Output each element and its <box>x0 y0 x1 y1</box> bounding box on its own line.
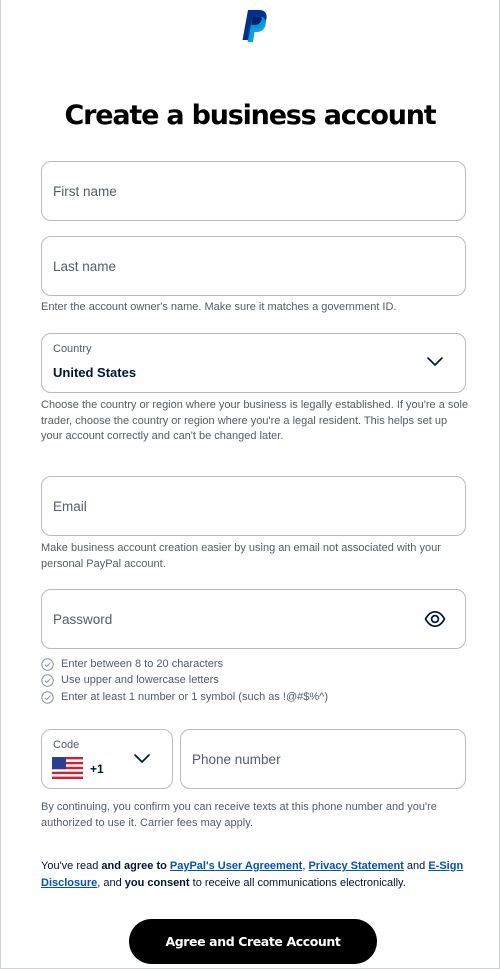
agree-create-account-button[interactable]: Agree and Create Account <box>129 919 377 964</box>
country-help-text: Choose the country or region where your business is legally established. If you're a sole trader, choose the country or region where you're a legal resident. This helps set up your account correctly and can't be changed later. <box>41 399 469 442</box>
us-flag-icon <box>52 757 83 779</box>
first-name-placeholder: First name <box>53 184 117 199</box>
name-help-text: Enter the account owner's name. Make sure it matches a government ID. <box>41 301 397 313</box>
password-placeholder: Password <box>53 612 113 627</box>
chevron-down-icon <box>426 356 444 368</box>
legal-text-bold: and agree to <box>101 860 167 872</box>
email-placeholder: Email <box>53 499 87 514</box>
legal-text: You've read <box>41 860 102 872</box>
password-rule <box>41 672 219 688</box>
last-name-field[interactable] <box>41 236 466 296</box>
password-rule-text: Enter at least 1 number or 1 symbol (such as !@#$%^) <box>61 691 328 703</box>
user-agreement-link[interactable]: PayPal's User Agreement <box>169 860 303 872</box>
check-circle-icon <box>41 691 54 704</box>
eye-icon[interactable] <box>424 610 446 628</box>
check-circle-icon <box>41 658 54 671</box>
country-code-select[interactable] <box>41 729 173 789</box>
email-field[interactable] <box>41 476 466 536</box>
chevron-down-icon <box>133 753 151 765</box>
last-name-placeholder: Last name <box>53 259 117 274</box>
legal-text-bold: you consent <box>124 876 190 889</box>
phone-help-text: By continuing, you confirm you can receive texts at this phone number and you're authorized to use it. Carrier fees may apply. <box>41 801 437 829</box>
password-rule <box>41 689 328 705</box>
password-rule-text: Enter between 8 to 20 characters <box>61 658 224 670</box>
phone-number-placeholder: Phone number <box>192 752 281 767</box>
code-label: Code <box>53 739 80 751</box>
country-value: United States <box>53 365 137 380</box>
e-sign-disclosure-link[interactable]: E-Sign Disclosure <box>41 860 464 889</box>
paypal-logo <box>239 8 269 44</box>
legal-text: , and <box>97 876 125 889</box>
page-title: Create a business account <box>64 100 436 131</box>
country-label: Country <box>53 343 92 355</box>
password-rule <box>41 656 223 672</box>
country-select[interactable] <box>41 333 466 393</box>
privacy-statement-link[interactable]: Privacy Statement <box>308 860 404 872</box>
phone-number-field[interactable] <box>180 729 466 789</box>
password-field[interactable] <box>41 589 466 649</box>
password-rule-text: Use upper and lowercase letters <box>61 674 219 686</box>
legal-text: and <box>403 860 429 872</box>
check-circle-icon <box>41 674 54 687</box>
legal-text: , <box>302 860 309 872</box>
email-help-text: Make business account creation easier by using an email not associated with your personal PayPal account. <box>41 542 441 570</box>
legal-text: to receive all communications electronically. <box>189 876 406 889</box>
legal-consent-text <box>41 858 471 891</box>
country-code-value: +1 <box>90 762 104 776</box>
first-name-field[interactable] <box>41 161 466 221</box>
